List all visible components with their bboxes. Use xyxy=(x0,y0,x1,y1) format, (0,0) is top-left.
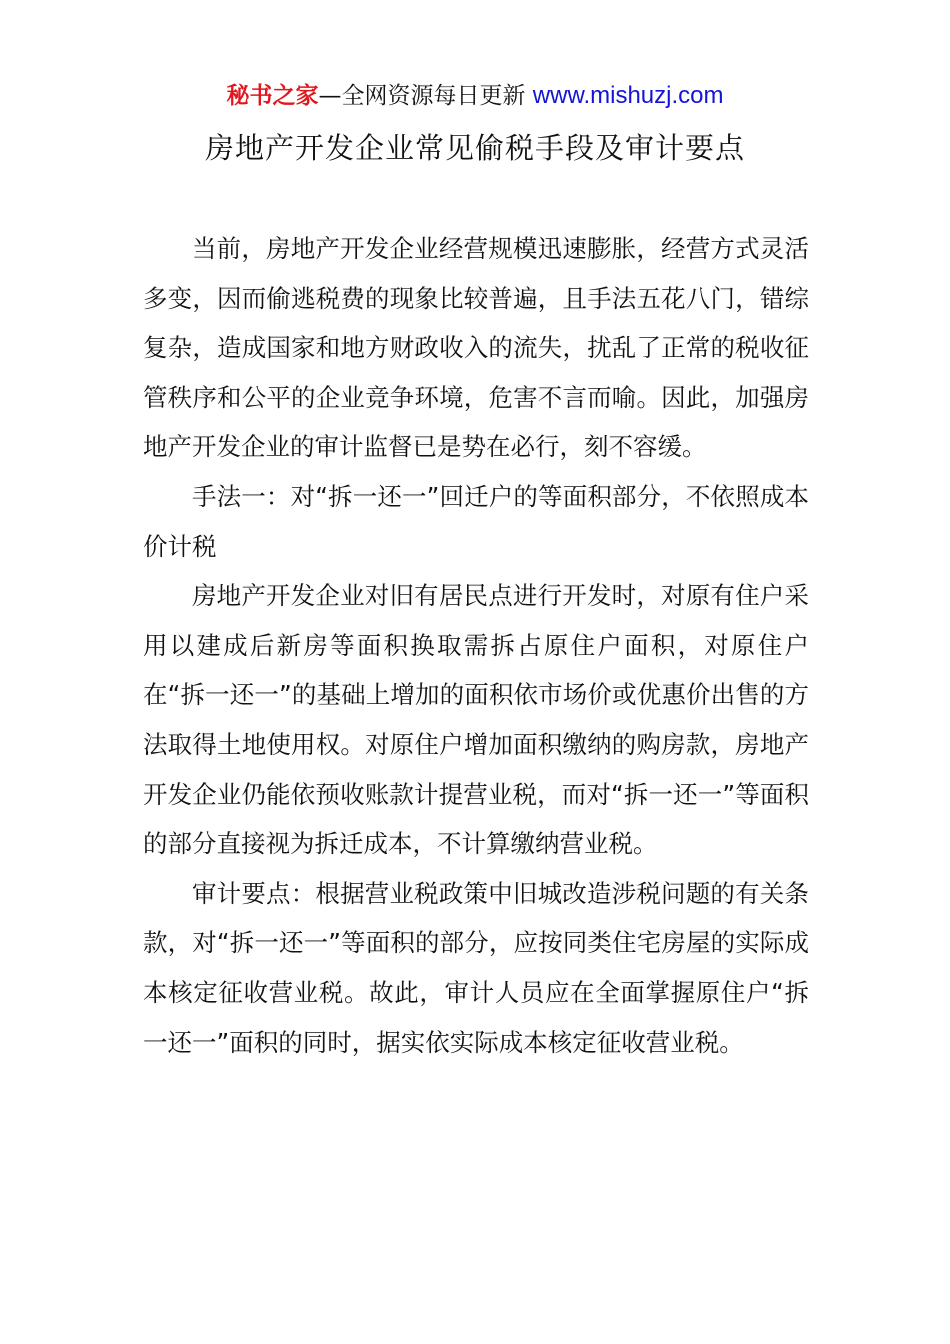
document-title: 房地产开发企业常见偷税手段及审计要点 xyxy=(204,131,745,165)
document-body xyxy=(143,224,809,1067)
paragraph-method-heading: 手法一：对“拆一还一”回迁户的等面积部分，不依照成本价计税 xyxy=(143,481,809,561)
paragraph-audit-points: 审计要点：根据营业税政策中旧城改造涉税问题的有关条款，对“拆一还一”等面积的部分，应按同类住宅房屋的实际成本核定征收营业税。故此，审计人员应在全面掌握原住户“拆一还一”面积的同时，据实依实际成本核定征收营业税。 xyxy=(143,878,809,1057)
site-url-link[interactable]: www.mishuzj.com xyxy=(532,82,724,109)
brand-name: 秘书之家 xyxy=(226,83,319,109)
paragraph-method-description: 房地产开发企业对旧有居民点进行开发时，对原有住户采用以建成后新房等面积换取需拆占原住户面积，对原住户在“拆一还一”的基础上增加的面积依市场价或优惠价出售的方法取得土地使用权。对原住户增加面积缴纳的购房款，房地产开发企业仍能依预收账款计提营业税，而对“拆一还一”等面积的部分直接视为拆迁成本，不计算缴纳营业税。 xyxy=(143,581,809,859)
header-tagline: —全网资源每日更新 xyxy=(318,83,526,109)
page-header xyxy=(0,80,950,112)
paragraph-intro: 当前，房地产开发企业经营规模迅速膨胀，经营方式灵活多变，因而偷逃税费的现象比较普遍，且手法五花八门，错综复杂，造成国家和地方财政收入的流失，扰乱了正常的税收征管秩序和公平的企业竞争环境，危害不言而喻。因此，加强房地产开发企业的审计监督已是势在必行，刻不容缓。 xyxy=(143,234,809,462)
